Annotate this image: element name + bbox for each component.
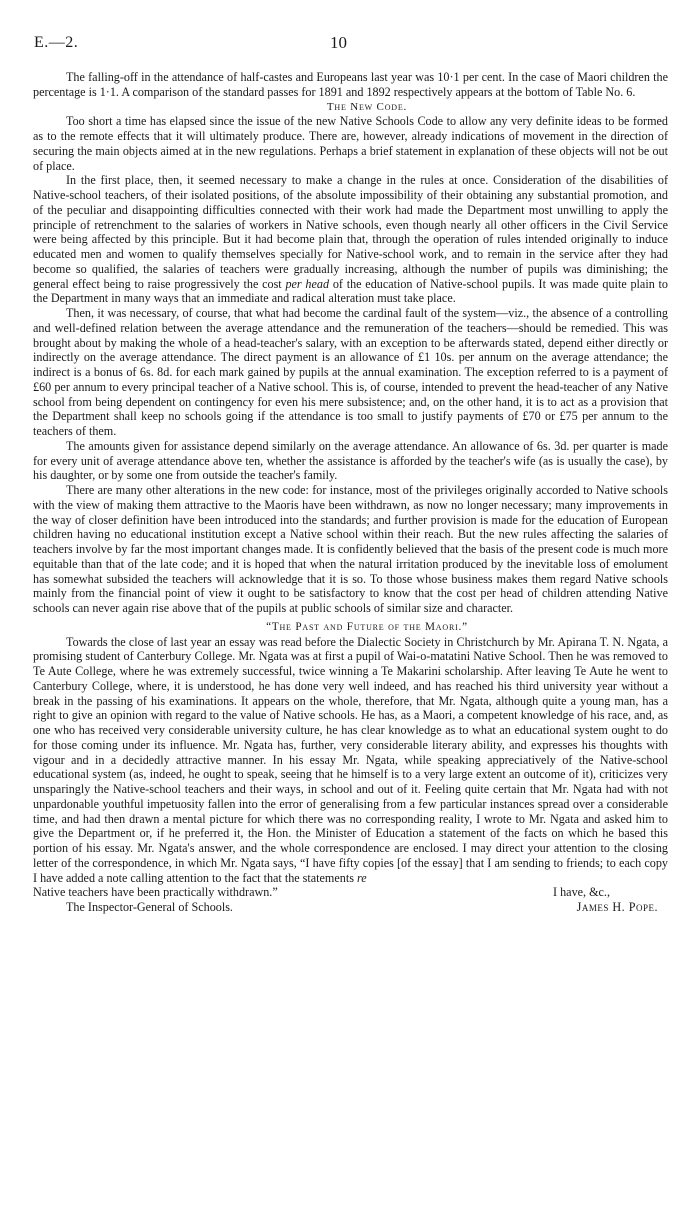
closing-line xyxy=(33,885,668,900)
paragraph-ngata-text: Towards the close of last year an essay was read before the Dialectic Society in Christchurch by Mr. Apirana T. N. Ngata, a promising student of Canterbury College. Mr. Ngata was at first a pupil of Wai-o-matatini Native School. Then he was removed to Te Aute College, where he was extremely successful, twice winning a Te Makarini scholarship. After leaving Te Aute he went to Canterbury College, where, it is understood, he has done very well indeed, and has reached his third university year without a break in the passing of his examinations. It appears on the whole, therefore, that Mr. Ngata, although quite a young man, has a right to give an opinion with regard to the value of Native schools. He has, as a Maori, a competent knowledge of his race, and, as one who has received very considerable university culture, he has clear knowledge as to what an educational system ought to do for those coming under its influence. Mr. Ngata has, further, very considerable literary ability, and expresses his thoughts with vigour and in a decidedly attractive manner. In his essay Mr. Ngata, while speaking appreciatively of the Native-school educational system (as, indeed, he ought to speak, seeing that he himself is to a very large extent an outcome of it), criticizes very unsparingly the Native-school teachers and their ways, in school and out of it. Feeling quite certain that Mr. Ngata had with not unpardonable youthful impetuosity fallen into the error of generalising from a few particular instances spread over a considerable time, and had then drawn a mental picture for which there was no corresponding reality, I wrote to Mr. Ngata and asked him to give the Department or, if he preferred it, the Hon. the Minister of Education a statement of the facts on which he based this portion of his essay. Mr. Ngata's answer, and the whole correspondence are enclosed. I may direct your attention to the closing letter of the correspondence, in which Mr. Ngata says, “I have fifty copies [of the essay] that I am sending to friends; to each copy I have added a note calling attention to the fact that the statements xyxy=(33,634,668,885)
signature-row xyxy=(33,900,668,915)
paragraph-first-place-text-b: of the education of Native-school pupils. It was made quite plain to the Department in many ways that an immediate and radical alteration must take place. xyxy=(33,276,668,306)
paragraph-first-place xyxy=(33,173,668,306)
paragraph-ngata-essay xyxy=(33,635,668,886)
paragraph-other-alterations: There are many other alterations in the new code: for instance, most of the privileges originally accorded to Native schools with the view of making them attractive to the Maoris have been withdrawn, as now no longer necessary; many improvements in the way of closer definition have been introduced into the standards; and further provision is made for the education of European children having no educational institution except a Native school within their reach. But the new rules affecting the salaries of teachers involve by far the most important changes made. It is confidently believed that the basis of the present code is much more equitable than that of the late code; and it is hoped that when the natural irritation produced by the inevitable loss of emolument has somewhat subsided the teachers will acknowledge that it is so. To those whose business makes them regard Native schools mainly from the financial point of view it ought to be satisfactory to know that the cost per head of children attending Native schools can never again rise above that of the pupils at public schools of similar size and character. xyxy=(33,483,668,615)
closing-phrase: I have, &c., xyxy=(553,885,610,900)
addressee: The Inspector-General of Schools. xyxy=(66,900,233,914)
section-title-new-code: The New Code. xyxy=(326,100,408,113)
section-title-past-future: “The Past and Future of the Maori.” xyxy=(266,620,468,633)
paragraph-first-place-text-a: In the first place, then, it seemed necessary to make a change in the rules at once. Consideration of the disabilities of Native-school teachers, of their isolated positions, of the absolute impossibility of their obtaining any substantial promotion, and of the peculiar and disappointing difficulties connected with their work had made the Department most unwilling to apply the principle of retrenchment to the salaries of workers in Native schools, even though nearly all other officers in the Civil Service were being affected by this principle. But it had become plain that, through the operation of rules intended originally to induce educated men and women to qualify themselves specially for Native-school work, and to remain in the service after they had become so qualified, the salaries of teachers were gradually increasing, although the number of pupils was diminishing; the general effect being to raise progressively the cost xyxy=(33,173,668,291)
paragraph-attendance: The falling-off in the attendance of half-castes and Europeans last year was 10·1 per cent. In the case of Maori children the percentage is 1·1. A comparison of the standard passes for 1891 and 1892 respectively appears at the bottom of Table No. 6. xyxy=(33,70,668,99)
paragraph-cardinal-fault: Then, it was necessary, of course, that what had become the cardinal fault of the system—viz., the absence of a controlling and well-defined relation between the average attendance and the remuneration of the teachers—should be remedied. This was brought about by making the whole of a head-teacher's salary, with an exception to be afterwards stated, depend either directly or indirectly on the average attendance. The direct payment is an allowance of £1 10s. per annum on the average attendance; the indirect is a bonus of 6s. 8d. for each mark gained by pupils at the annual examination. The exception referred to is a payment of £60 per annum to every principal teacher of a Native school. This is, of course, intended to prevent the head-teacher of any Native school from being dependent on contingency for even his mere subsistence; and, on the other hand, it is to act as a provision that the Department shall keep no schools going if the attendance is too small to justify payments of £70 or £75 per annum to the teachers of them. xyxy=(33,306,668,438)
series-code: E.—2. xyxy=(34,34,79,51)
document-body xyxy=(33,70,668,915)
paragraph-new-code-intro: Too short a time has elapsed since the issue of the new Native Schools Code to allow any very definite ideas to be formed as to the remote effects that it will ultimately produce. There are, however, already indications of movement in the direction of securing the main objects aimed at in the new regulations. Perhaps a brief statement in explanation of these objects will not be out of place. xyxy=(33,114,668,173)
paragraph-ngata-last-line: Native teachers have been practically withdrawn.” xyxy=(33,885,278,900)
signature: James H. Pope. xyxy=(576,900,658,914)
emphasis-per-head: per head xyxy=(285,276,330,291)
paragraph-assistance: The amounts given for assistance depend similarly on the average attendance. An allowance of 6s. 3d. per quarter is made for every unit of average attendance above ten, whether the assistance is afforded by the teacher's wife (as is usually the case), by his daughter, or by some one from outside the teacher's family. xyxy=(33,438,668,483)
page-number: 10 xyxy=(330,33,347,52)
emphasis-re: re xyxy=(356,870,367,885)
